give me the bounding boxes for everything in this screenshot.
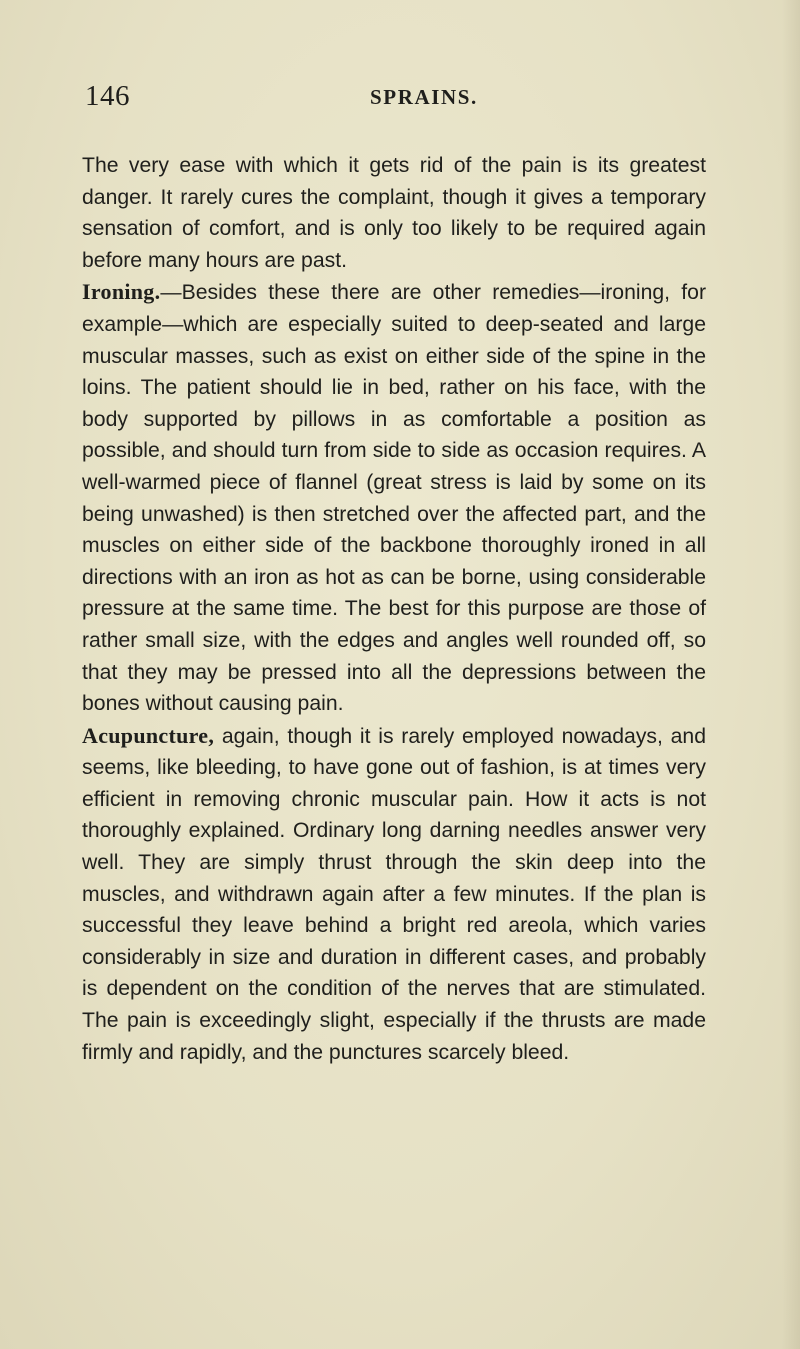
paragraph-ironing xyxy=(82,276,706,719)
running-title: SPRAINS. xyxy=(370,85,478,109)
heading-ironing: Ironing. xyxy=(82,279,161,305)
running-head xyxy=(85,76,703,116)
paragraph-acupuncture xyxy=(82,720,706,1069)
paragraph-1-text: The very ease with which it gets rid of the pain is its greatest danger. It rarely cures the complaint, though it gives a temporary sensation of comfort, and is only too likely to be required again before many hours are past. xyxy=(82,154,706,272)
heading-acupuncture: Acupuncture, xyxy=(82,722,215,748)
paragraph-1 xyxy=(82,150,706,276)
body-text xyxy=(82,150,706,1068)
page-number: 146 xyxy=(85,80,130,112)
paragraph-acupuncture-text: again, though it is rarely employed nowadays, and seems, like bleeding, to have gone out of fashion, is at times very efficient in removing chronic muscular pain. How it acts is not thoroughly explained. Ordinary long darning needles answer very well. They are simply thrust through the skin deep into the muscles, and withdrawn again after a few minutes. If the plan is successful they leave behind a bright red areola, which varies considerably in size and duration in different cases, and probably is dependent on the condition of the nerves that are stimulated. The pain is exceedingly slight, especially if the thrusts are made firmly and rapidly, and the punctures scarcely bleed. xyxy=(82,724,706,1064)
paragraph-ironing-text: —Besides these there are other remedies—ironing, for example—which are especially suited to deep-seated and large muscular masses, such as exist on either side of the spine in the loins. The patient should lie in bed, rather on his face, with the body supported by pillows in as comfortable a position as possible, and should turn from side to side as occasion requires. A well-warmed piece of flannel (great stress is laid by some on its being unwashed) is then stretched over the affected part, and the muscles on either side of the backbone thoroughly ironed in all directions with an iron as hot as can be borne, using considerable pressure at the same time. The best for this purpose are those of rather small size, with the edges and angles well rounded off, so that they may be pressed into all the depressions between the bones without causing pain. xyxy=(82,281,706,716)
page-edge-shadow xyxy=(782,0,800,1349)
